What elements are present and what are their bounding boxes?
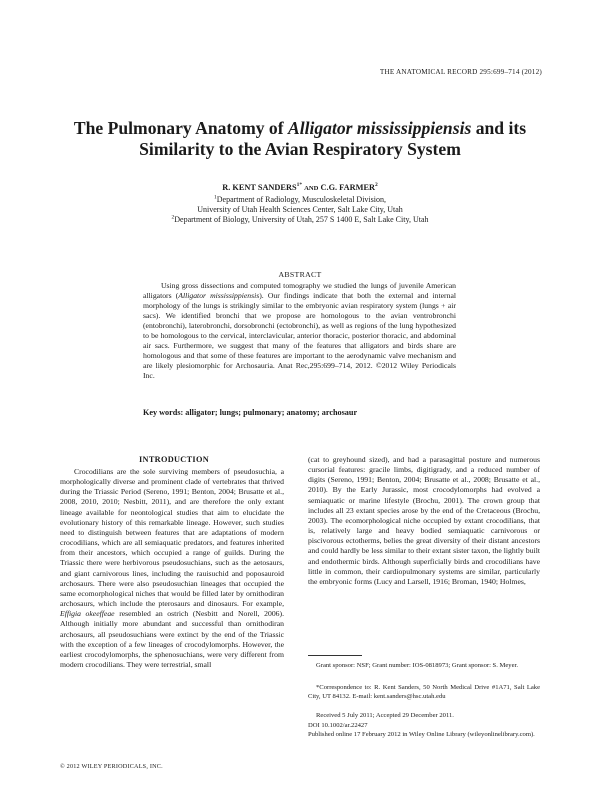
affiliation-1-line-1: Department of Radiology, Musculoskeletal Division,	[216, 195, 386, 204]
author-2: C.G. FARMER	[320, 183, 375, 192]
abstract-text-1: Using gross dissections and computed tomography we studied the lungs of juvenile American alligators (	[143, 281, 456, 301]
author-1-marks: 1*	[296, 182, 303, 189]
abstract-body	[143, 281, 456, 381]
abstract-text-2: ). Our findings indicate that both the external and internal morphology of the lungs is strikingly similar to the embryonic avian respiratory system (lungs + air sacs). We identified bronchi that we propose are homologous to the avian ventrobronchi (entobronchi), laterobronchi, dorsobronchi (ectobronchi), as well as regions of the lung hypothesized to be homologous to the cervical, interclavicular, anterior thoracic, posterior thoracic, and abdominal air sacs. Furthermore, we suggest that many of the features that alligators and birds share are homologous and that some of these features are important to the aerodynamic valve mechanism and are likely plesiomorphic for Archosauria. Anat Rec,295:699–714, 2012. ©2012 Wiley Periodicals Inc.	[143, 291, 456, 381]
introduction-heading: INTRODUCTION	[139, 455, 209, 464]
footnote-grant: Grant sponsor: NSF; Grant number: IOS-0818973; Grant sponsor: S. Meyer.	[316, 662, 519, 669]
title-part-2: and its Similarity to the Avian Respiratory System	[139, 118, 527, 159]
introduction-right-column: (cat to greyhound sized), and had a parasagittal posture and numerous cursorial features: gracile limbs, digitigrady, and a reduced number of digits (Sereno, 1991; Benton, 2004; Brusatte et al., 2008; Brusatte et al., 2010). By the Early Jurassic, most crocodylomorphs had evolved a semiaquatic or marine lifestyle (Brochu, 2001). The crown group that includes all 23 extant species arose by the end of the Cretaceous (Brochu, 2003). The ecomorphological niche occupied by extant crocodilians, that is, relatively large and heavy bodied semiaquatic carnivorous or piscivorous ectotherms, belies the great diversity of their distant ancestors and could hardly be less similar to their extant sister taxon, the lightly built and endothermic birds. Although superficially birds and crocodilians have little in common, their cardiopulmonary systems are similar, particularly the embryonic forms (Lucy and Larsell, 1916; Broman, 1940; Holmes,	[308, 455, 540, 586]
abstract-heading: ABSTRACT	[278, 270, 322, 279]
author-line	[60, 183, 540, 192]
author-1: R. KENT SANDERS	[222, 183, 297, 192]
footnote-doi: DOI 10.1002/ar.22427	[308, 722, 368, 729]
affiliation-1	[60, 195, 540, 215]
intro-species-name: Effigia okeeffeae	[60, 609, 115, 619]
author-2-mark: 2	[374, 182, 378, 189]
abstract-species-name: Alligator mississippiensis	[178, 291, 260, 301]
title-species-name: Alligator mississippiensis	[287, 118, 472, 138]
article-title	[60, 118, 540, 159]
introduction-left-column	[60, 467, 284, 670]
intro-left-text-1: Crocodilians are the sole surviving members of pseudosuchia, a morphologically diverse and prominent clade of vertebrates that thrived during the Triassic Period (Sereno, 1991; Benton, 2004; Brusatte et al., 2008, 2010, 2010; Nesbitt, 2011), and are therefore the only extant lineage available for neontological studies that aim to elucidate the evolutionary history of this remarkable lineage. However, such studies need to distinguish between features that are adaptations of modern crocodilians, which are all semiaquatic predators, and features inherited from their ancestors, which occupied a range of guilds. During the Triassic there were herbivorous pseudosuchians, such as the aetosaurs, and giant carnivorous lines, including the rauisuchid and poposauroid archosaurs. There were also pseudosuchian lineages that occupied the same ecomorphological niches that would be filled later by ornithodiran archosaurs, which include the pterosaurs and dinosaurs. For example,	[60, 467, 284, 609]
affiliation-1-line-2: University of Utah Health Sciences Center, Salt Lake City, Utah	[197, 205, 403, 214]
footnote-received: Received 5 July 2011; Accepted 29 December 2011.	[316, 712, 454, 719]
affiliation-2	[60, 215, 540, 225]
intro-left-text-2: resembled an ostrich (Nesbitt and Norell, 2006). Although initially more abundant and successful than ornithodiran archosaurs, all pseudosuchians were extinct by the end of the Triassic with the exception of a few lineages of crocodylomorphs. However, the earliest crocodylomorphs, the sphenosuchians, were very different from modern crocodilians. They were terrestrial, small	[60, 609, 284, 669]
title-part-1: The Pulmonary Anatomy of	[73, 118, 288, 138]
copyright-footer: © 2012 WILEY PERIODICALS, INC.	[60, 763, 163, 770]
affiliation-2-mark: 2	[171, 214, 175, 221]
keywords: Key words: alligator; lungs; pulmonary; anatomy; archosaur	[143, 408, 358, 417]
author-conjunction: AND	[304, 185, 319, 192]
affiliation-1-mark: 1	[214, 194, 217, 201]
affiliation-2-text: Department of Biology, University of Utah, 257 S 1400 E, Salt Lake City, Utah	[174, 215, 429, 224]
footnote-published: Published online 17 February 2012 in Wiley Online Library (wileyonlinelibrary.com).	[308, 731, 535, 738]
journal-running-head: THE ANATOMICAL RECORD 295:699–714 (2012)	[379, 68, 542, 76]
footnote-correspondence: *Correspondence to: R. Kent Sanders, 50 North Medical Drive #1A71, Salt Lake City, UT 84132. E-mail: kent.sanders@hsc.utah.edu	[308, 684, 540, 700]
footnote-divider	[308, 655, 362, 656]
